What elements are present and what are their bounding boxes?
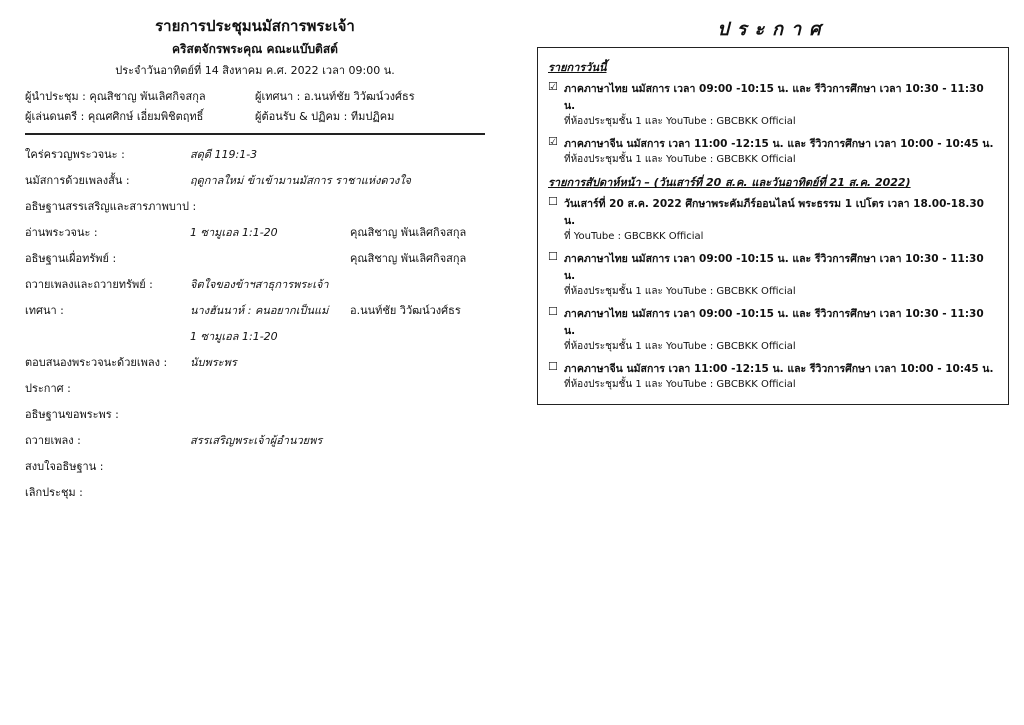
order-item-label: อธิษฐานสรรเสริญและสารภาพบาป :	[25, 200, 197, 213]
item-line: ภาคภาษาไทย นมัสการ เวลา 09:00 -10:15 น. และ รีวิวการศึกษา เวลา 10:30 - 11:30 น.	[564, 308, 984, 337]
order-item	[25, 301, 485, 323]
item-location: ที่ห้องประชุมชั้น 1 และ YouTube : GBCBKK Official	[564, 116, 796, 127]
order-item-detail: นางฮันนาห์ : คนอยากเป็นแม่	[190, 304, 329, 317]
order-item-label: ตอบสนองพระวจนะด้วยเพลง :	[25, 356, 168, 369]
order-item-detail: จิตใจของข้าฯสาธุการพระเจ้า	[190, 278, 329, 291]
order-item-detail: 1 ซามูเอล 1:1-20	[190, 226, 278, 239]
church-name: คริสตจักรพระคุณ คณะแบ๊บติสต์	[172, 42, 338, 56]
item-location: ที่ห้องประชุมชั้น 1 และ YouTube : GBCBKK Official	[564, 154, 796, 165]
item-location: ที่ห้องประชุมชั้น 1 และ YouTube : GBCBKK Official	[564, 286, 796, 297]
order-item	[25, 457, 485, 479]
today-item	[548, 135, 998, 167]
order-item	[25, 197, 485, 219]
order-item-label: สงบใจอธิษฐาน :	[25, 460, 104, 473]
order-of-service-column	[25, 8, 485, 509]
order-item-label: นมัสการด้วยเพลงสั้น :	[25, 174, 130, 187]
order-item-label: ประกาศ :	[25, 382, 71, 395]
order-item	[25, 249, 485, 271]
worship-leader: ผู้นำประชุม : คุณสิชาญ พันเลิศกิจสกุล	[25, 90, 206, 103]
service-date-time: ประจำวันอาทิตย์ที่ 14 สิงหาคม ค.ศ. 2022 เวลา 09:00 น.	[115, 64, 395, 77]
empty-box-icon: ☐	[548, 305, 558, 318]
announcements-heading: ประกาศ	[717, 19, 829, 40]
order-item-label: อธิษฐานเผื่อทรัพย์ :	[25, 252, 117, 265]
item-location: ที่ YouTube : GBCBKK Official	[564, 231, 704, 242]
empty-box-icon: ☐	[548, 250, 558, 263]
empty-box-icon: ☐	[548, 360, 558, 373]
item-line: ภาคภาษาไทย นมัสการ เวลา 09:00 -10:15 น. และ รีวิวการศึกษา เวลา 10:30 - 11:30 น.	[564, 253, 984, 282]
item-line: ภาคภาษาไทย นมัสการ เวลา 09:00 -10:15 น. และ รีวิวการศึกษา เวลา 10:30 - 11:30 น.	[564, 83, 984, 112]
order-item-detail: ฤดูกาลใหม่ ข้าเข้ามานมัสการ ราชาแห่งดวงใจ	[190, 174, 412, 187]
checked-box-icon: ☑	[548, 135, 558, 148]
greeters: ผู้ต้อนรับ & ปฏิคม : ทีมปฏิคม	[255, 110, 395, 123]
order-item	[25, 353, 485, 375]
order-item	[25, 327, 485, 349]
order-item-detail: สดุดี 119:1-3	[190, 148, 258, 161]
order-item	[25, 379, 485, 401]
order-item	[25, 483, 485, 505]
order-item-label: อธิษฐานขอพระพร :	[25, 408, 119, 421]
order-item-detail: นับพระพร	[190, 356, 237, 369]
item-location: ที่ห้องประชุมชั้น 1 และ YouTube : GBCBKK Official	[564, 379, 796, 390]
order-item-label: ถวายเพลง :	[25, 434, 81, 447]
roles-row-1	[25, 87, 485, 105]
order-item	[25, 431, 485, 453]
order-item-person: คุณสิชาญ พันเลิศกิจสกุล	[350, 226, 467, 239]
empty-box-icon: ☐	[548, 195, 558, 208]
order-item-label: อ่านพระวจนะ :	[25, 226, 98, 239]
item-location: ที่ห้องประชุมชั้น 1 และ YouTube : GBCBKK Official	[564, 341, 796, 352]
announcements-box	[537, 47, 1009, 405]
today-item	[548, 80, 998, 129]
order-item-label: เลิกประชุม :	[25, 486, 83, 499]
preacher: ผู้เทศนา : อ.นนท์ชัย วิวัฒน์วงศ์ธร	[255, 90, 415, 103]
item-line: ภาคภาษาจีน นมัสการ เวลา 11:00 -12:15 น. และ รีวิวการศึกษา เวลา 10:00 - 10:45 น.	[564, 363, 994, 375]
order-item	[25, 223, 485, 245]
order-item-label: ถวายเพลงและถวายทรัพย์ :	[25, 278, 153, 291]
order-of-service-list	[25, 145, 485, 505]
next-week-item	[548, 250, 998, 299]
roles-row-2	[25, 107, 485, 125]
checked-box-icon: ☑	[548, 80, 558, 93]
next-week-item	[548, 305, 998, 354]
order-item	[25, 171, 485, 193]
section-divider	[25, 133, 485, 135]
item-line: ภาคภาษาจีน นมัสการ เวลา 11:00 -12:15 น. และ รีวิวการศึกษา เวลา 10:00 - 10:45 น.	[564, 138, 994, 150]
order-item	[25, 275, 485, 297]
bulletin-title: รายการประชุมนมัสการพระเจ้า	[155, 17, 355, 35]
musician: ผู้เล่นดนตรี : คุณศศิกษ์ เอี่ยมพิชิตฤทธิ์	[25, 110, 204, 123]
order-item	[25, 405, 485, 427]
order-item	[25, 145, 485, 167]
order-item-label: ใคร่ครวญพระวจนะ :	[25, 148, 125, 161]
order-item-detail: สรรเสริญพระเจ้าผู้อำนวยพร	[190, 434, 323, 447]
order-item-label: เทศนา :	[25, 304, 64, 317]
order-item-person: คุณสิชาญ พันเลิศกิจสกุล	[350, 252, 467, 265]
order-item-detail: 1 ซามูเอล 1:1-20	[190, 330, 278, 343]
item-line: วันเสาร์ที่ 20 ส.ค. 2022 ศึกษาพระคัมภีร์ออนไลน์ พระธรรม 1 เปโตร เวลา 18.00-18.30 น.	[564, 198, 984, 227]
next-week-section-title: รายการสัปดาห์หน้า – (วันเสาร์ที่ 20 ส.ค. และวันอาทิตย์ที่ 21 ส.ค. 2022)	[548, 176, 911, 189]
announcements-column	[537, 8, 1009, 405]
today-section-title: รายการวันนี้	[548, 61, 607, 74]
order-item-person: อ.นนท์ชัย วิวัฒน์วงศ์ธร	[350, 304, 461, 317]
next-week-item	[548, 195, 998, 244]
next-week-item	[548, 360, 998, 392]
